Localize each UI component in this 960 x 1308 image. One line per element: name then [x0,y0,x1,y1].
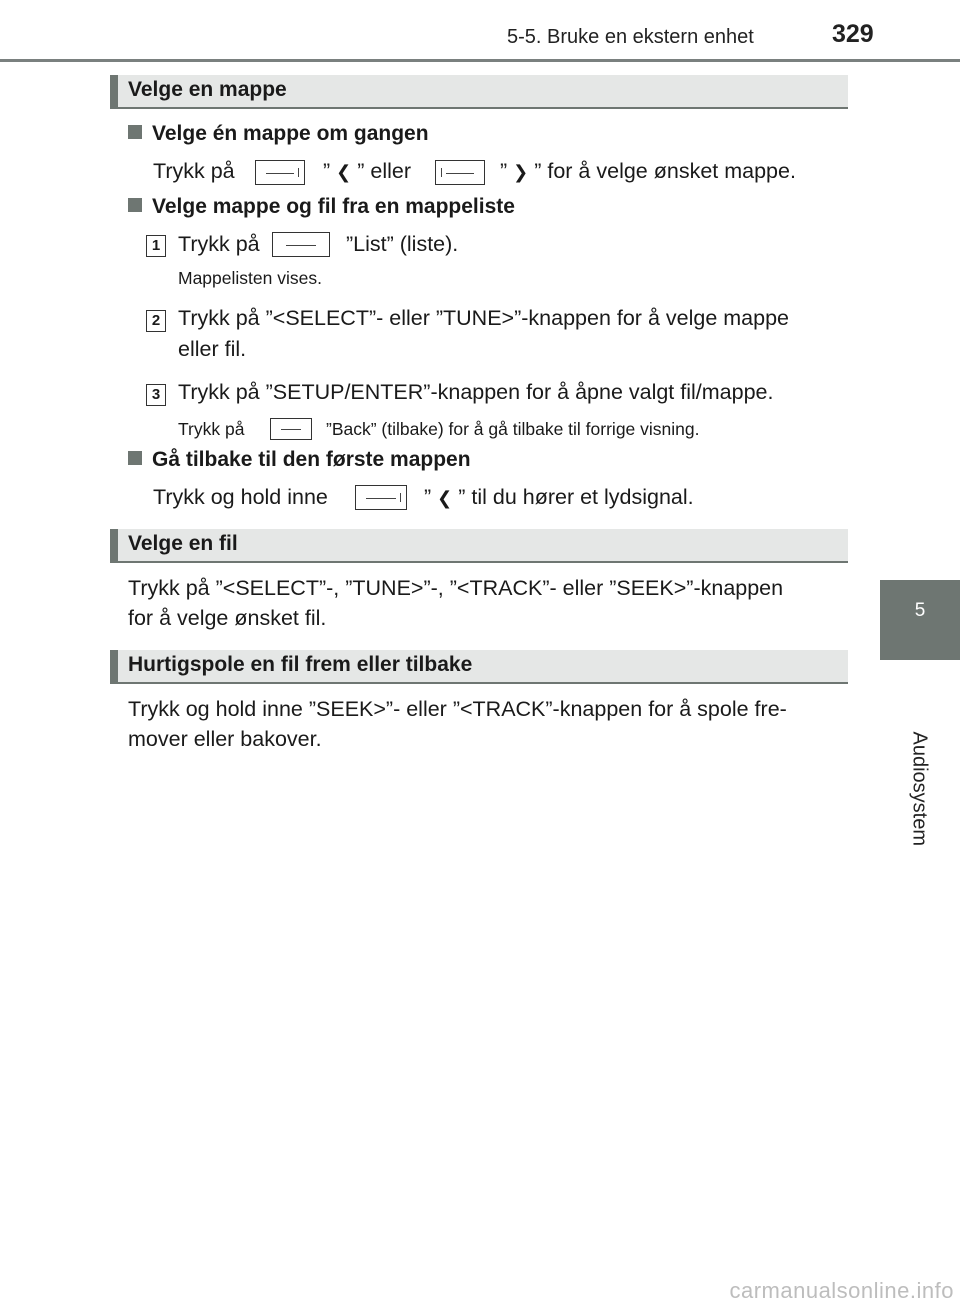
step-number-3: 3 [146,384,166,406]
chevron-right-icon: ❯ [513,162,529,182]
section-heading-velge-fil [110,529,848,563]
chevron-left-icon: ❮ [336,162,352,182]
section-title: 5-5. Bruke en ekstern enhet [507,26,754,48]
button-icon-left [355,485,407,510]
button-icon-left [255,160,305,185]
subheading-mappeliste: Velge mappe og fil fra en mappeliste [128,195,515,219]
square-bullet-icon [128,198,142,212]
chapter-label: Audiosystem [908,731,931,846]
list-button-icon [272,232,330,257]
step-number-1: 1 [146,235,166,257]
header-divider [0,59,960,62]
subheading-en-mappe: Velge én mappe om gangen [128,122,429,146]
watermark: carmanualsonline.info [729,1278,954,1303]
section-heading-text: Hurtigspole en fil frem eller tilbake [128,653,473,676]
chevron-left-icon: ❮ [437,488,453,508]
section-heading-text: Velge en mappe [128,78,287,101]
square-bullet-icon [128,125,142,139]
section-heading-hurtigspole [110,650,848,684]
section-heading-velge-mappe [110,75,848,109]
chapter-number: 5 [914,600,926,621]
button-icon-right [435,160,485,185]
subheading-forste-mappe: Gå tilbake til den første mappen [128,448,471,472]
step-note: Mappelisten vises. [178,268,322,288]
step-number-2: 2 [146,310,166,332]
back-button-icon [270,418,312,440]
instruction-line: Trykk på [153,159,235,183]
square-bullet-icon [128,451,142,465]
section-heading-text: Velge en fil [128,532,238,555]
page-number: 329 [832,20,874,48]
